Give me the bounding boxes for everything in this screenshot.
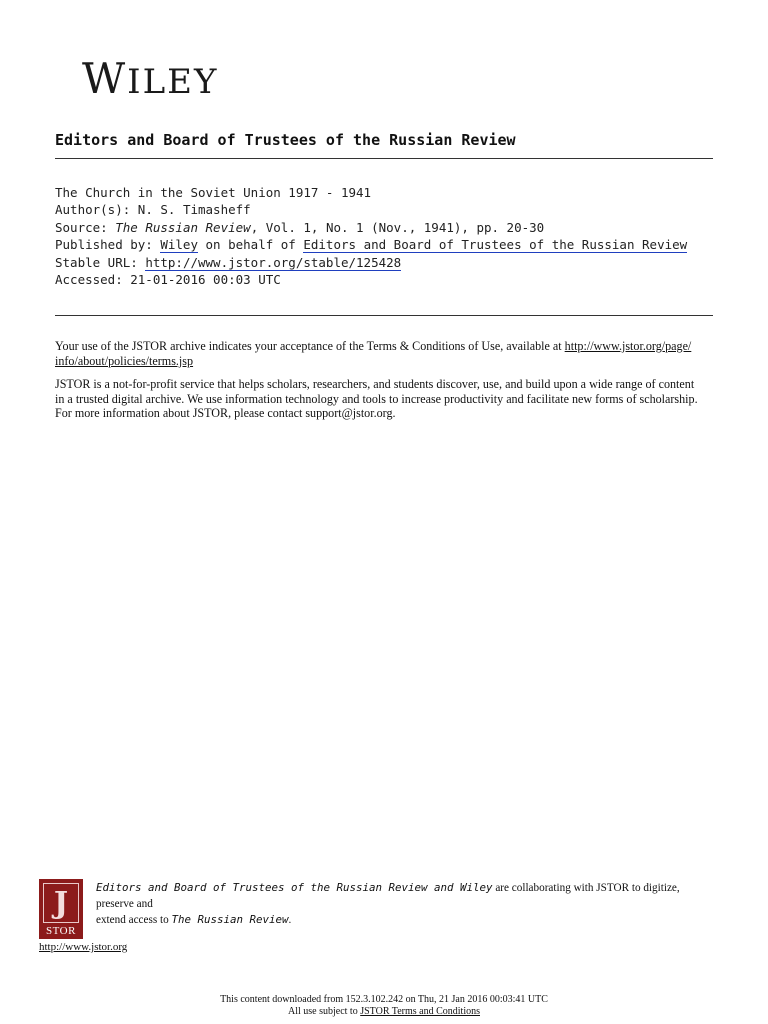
author-name: N. S. Timasheff (137, 202, 251, 218)
author-label: Author(s): (55, 202, 138, 218)
stable-url-label: Stable URL: (55, 254, 146, 270)
collab-text2: extend access to (96, 914, 172, 926)
terms-notice (55, 339, 715, 430)
jstor-info-line1: JSTOR is a not-for-profit service that helps scholars, researchers, and students discover, use, and build upon a wide range of content (55, 377, 695, 392)
jstor-logo-frame (43, 883, 79, 923)
publisher-title: Editors and Board of Trustees of the Russian Review (55, 131, 516, 149)
download-info: This content downloaded from 152.3.102.242 on Thu, 21 Jan 2016 00:03:41 UTC (220, 994, 548, 1005)
use-notice (0, 1006, 768, 1018)
terms-link-part1[interactable]: http://www.jstor.org/page/ (564, 339, 692, 353)
terms-paragraph (55, 339, 715, 368)
source-journal: The Russian Review (115, 219, 251, 235)
published-line (55, 236, 687, 253)
accessed-line: Accessed: 21-01-2016 00:03 UTC (55, 272, 281, 288)
on-behalf-link[interactable]: Editors and Board of Trustees of the Russian Review (303, 237, 688, 253)
author-line (55, 201, 687, 218)
wiley-logo-first: W (82, 54, 128, 103)
bottom-divider (55, 315, 713, 316)
article-metadata (55, 184, 687, 288)
stable-url-line (55, 254, 687, 271)
article-title: The Church in the Soviet Union 1917 - 1941 (55, 185, 372, 200)
jstor-info-line3: For more information about JSTOR, please contact support@jstor.org. (55, 406, 396, 421)
on-behalf-text: on behalf of (198, 237, 304, 253)
publisher-link[interactable]: Wiley (160, 237, 198, 253)
jstor-info-paragraph (55, 377, 715, 421)
wiley-logo-rest: ILEY (127, 62, 219, 102)
collaboration-notice (96, 880, 716, 929)
collab-partners: Editors and Board of Trustees of the Russian Review and Wiley (96, 881, 493, 894)
terms-link-part2[interactable]: info/about/policies/terms.jsp (55, 353, 194, 368)
source-details: , Vol. 1, No. 1 (Nov., 1941), pp. 20-30 (250, 219, 545, 235)
source-label: Source: (55, 219, 116, 235)
use-notice-text: All use subject to (288, 1006, 361, 1017)
jstor-info-line2: in a trusted digital archive. We use information technology and tools to increase productivity and facilitate new forms of scholarship. (55, 391, 698, 406)
jstor-logo-word: STOR (46, 925, 76, 937)
jstor-url-link[interactable]: http://www.jstor.org (39, 941, 128, 953)
top-divider (55, 158, 713, 159)
terms-conditions-link[interactable]: JSTOR Terms and Conditions (360, 1006, 480, 1017)
published-label: Published by: (55, 237, 161, 253)
stable-url-link[interactable]: http://www.jstor.org/stable/125428 (145, 254, 402, 270)
download-footer (0, 994, 768, 1018)
wiley-logo (82, 54, 219, 103)
collab-text1: are collaborating with JSTOR to digitize, preserve and (96, 882, 680, 910)
terms-text: Your use of the JSTOR archive indicates your acceptance of the Terms & Conditions of Use, available at (55, 339, 565, 353)
jstor-logo (39, 879, 83, 939)
jstor-logo-letter: J (53, 886, 69, 921)
collab-journal: The Russian Review (171, 913, 289, 926)
collab-end: . (288, 914, 292, 926)
source-line (55, 219, 687, 236)
